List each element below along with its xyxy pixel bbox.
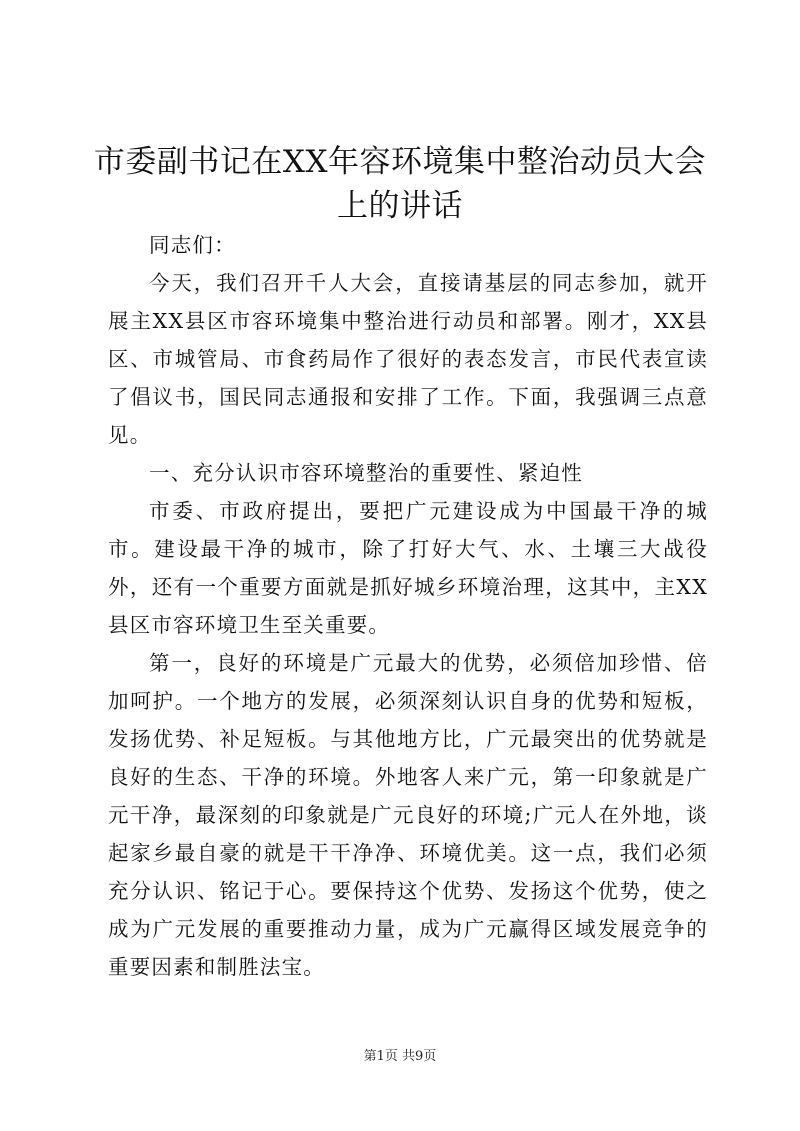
paragraph-opening: 今天，我们召开千人大会，直接请基层的同志参加，就开展主XX县区市容环境集中整治进行动员和部署。刚才，XX县区、市城管局、市食药局作了很好的表态发言，市民代表宣读了倡议书，国民同志通报和安排了工作。下面，我强调三点意见。 xyxy=(108,271,708,447)
title-line-2: 上的讲话 xyxy=(337,188,463,224)
salutation: 同志们： xyxy=(149,233,236,257)
document-body xyxy=(108,226,708,986)
section-heading: 一、充分认识市容环境整治的重要性、紧迫性 xyxy=(149,461,583,485)
title-line-1: 市委副书记在XX年容环境集中整治动员大会 xyxy=(93,144,707,180)
document-title xyxy=(80,140,720,228)
paragraph-first-point: 第一，良好的环境是广元最大的优势，必须倍加珍惜、倍加呵护。一个地方的发展，必须深刻认识自身的优势和短板，发扬优势、补足短板。与其他地方比，广元最突出的优势就是良好的生态、干净的环境。外地客人来广元，第一印象就是广元干净，最深刻的印象就是广元良好的环境;广元人在外地，谈起家乡最自豪的就是干干净净、环境优美。这一点，我们必须充分认识、铭记于心。要保持这个优势、发扬这个优势，使之成为广元发展的重要推动力量，成为广元赢得区域发展竞争的重要因素和制胜法宝。 xyxy=(108,651,708,979)
page-footer xyxy=(0,1048,800,1066)
paragraph-city-goal: 市委、市政府提出，要把广元建设成为中国最干净的城市。建设最干净的城市，除了打好大气、水、土壤三大战役外，还有一个重要方面就是抓好城乡环境治理，这其中，主XX县区市容环境卫生至关重要。 xyxy=(108,499,708,637)
page-number-label: 第1页 共9页 xyxy=(363,1049,437,1064)
